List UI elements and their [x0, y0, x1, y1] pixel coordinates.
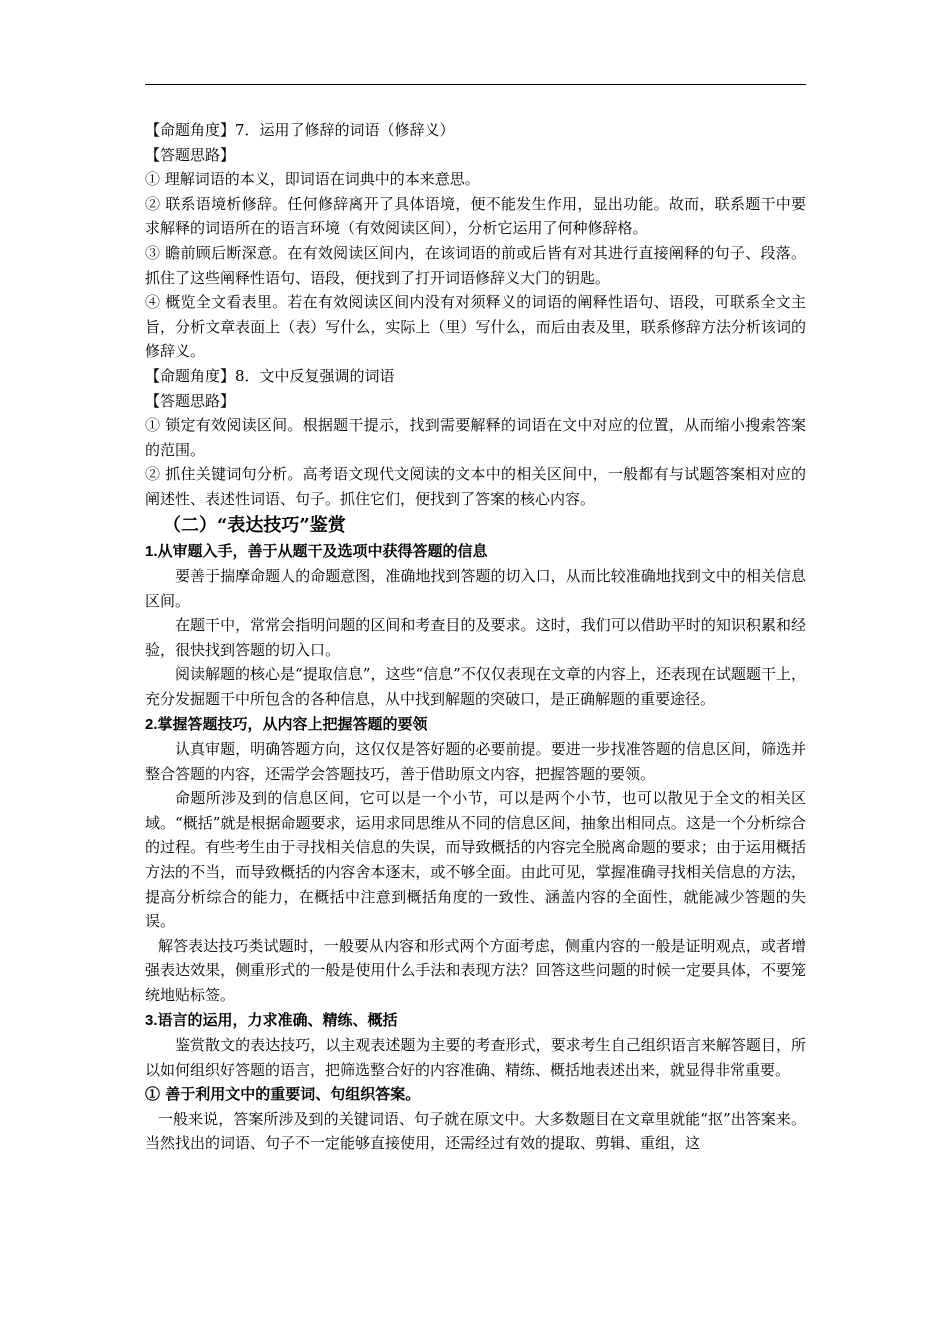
subheading-2-number: 2.	[145, 715, 158, 733]
paragraph: 在题干中，常常会指明问题的区间和考查目的及要求。这时，我们可以借助平时的知识积累和经验，很快找到答题的切入口。	[145, 616, 806, 659]
approach-item-4: ④ 概览全文看表里。若在有效阅读区间内没有对须释义的词语的阐释性语句、语段，可联系全文主旨，分析文章表面上（表）写什么，实际上（里）写什么，而后由表及里，联系修辞方法分析该词的修辞义。	[145, 293, 806, 361]
subheading-2-text: 掌握答题技巧，从内容上把握答题的要领	[157, 714, 428, 733]
answer-approach-label-2: 【答题思路】	[145, 391, 236, 410]
subheading-1-text: 从审题入手，善于从题干及选项中获得答题的信息	[157, 541, 488, 560]
subheading-3-1: ① 善于利用文中的重要词、句组织答案。	[145, 1085, 421, 1104]
paragraph: 认真审题，明确答题方向，这仅仅是答好题的必要前提。要进一步找准答题的信息区间，筛选并整合答题的内容，还需学会答题技巧，善于借助原文内容，把握答题的要领。	[145, 740, 806, 783]
section-title: （二）“表达技巧”鉴赏	[163, 514, 346, 536]
approach-item-3: ③ 瞻前顾后断深意。在有效阅读区间内，在该词语的前或后皆有对其进行直接阐释的句子、段落。抓住了这些阐释性语句、语段，便找到了打开词语修辞义大门的钥匙。	[145, 243, 806, 287]
answer-approach-label: 【答题思路】	[145, 145, 236, 164]
paragraph: 一般来说，答案所涉及到的关键词语、句子就在原文中。大多数题目在文章里就能“抠”出答案来。当然找出的词语、句子不一定能够直接使用，还需经过有效的提取、剪辑、重组，这	[145, 1109, 806, 1153]
approach-item-5: ① 锁定有效阅读区间。根据题干提示，找到需要解释的词语在文中对应的位置，从而缩小搜索答案的范围。	[145, 416, 806, 459]
paragraph: 鉴赏散文的表达技巧，以主观表述题为主要的考查形式，要求考生自己组织语言来解答题目，所以如何组织好答题的语言，把筛选整合好的内容准确、精练、概括地表述出来，就显得非常重要。	[145, 1036, 806, 1079]
question-angle-8: 【命题角度】8．文中反复强调的词语	[145, 366, 395, 385]
approach-item-6: ② 抓住关键词句分析。高考语文现代文阅读的文本中的相关区间中，一般都有与试题答案相对应的阐述性、表述性词语、句子。抓住它们，便找到了答案的核心内容。	[145, 465, 806, 508]
subheading-2	[145, 712, 806, 738]
paragraph: 命题所涉及到的信息区间，它可以是一个小节，可以是两个小节，也可以散见于全文的相关区域。“概括”就是根据命题要求，运用求同思维从不同的信息区间，抽象出相同点。这是一个分析综合的过程。有些考生由于寻找相关信息的失误，而导致概括的内容完全脱离命题的要求；由于运用概括方法的不当，而导致概括的内容舍本逐末，或不够全面。由此可见，掌握准确寻找相关信息的方法，提高分析综合的能力，在概括中注意到概括角度的一致性、涵盖内容的全面性，就能减少答题的失误。	[145, 789, 806, 931]
header-rule	[145, 84, 806, 85]
subheading-3	[145, 1008, 806, 1034]
paragraph: 阅读解题的核心是“提取信息”，这些“信息”不仅仅表现在文章的内容上，还表现在试题题干上，充分发掘题干中所包含的各种信息，从中找到解题的突破口，是正确解题的重要途径。	[145, 665, 806, 708]
subheading-3-text: 语言的运用，力求准确、精练、概括	[157, 1010, 398, 1029]
question-angle-7: 【命题角度】7．运用了修辞的词语（修辞义）	[145, 121, 455, 139]
approach-item-1: ① 理解词语的本义，即词语在词典中的本来意思。	[145, 170, 480, 189]
paragraph: 解答表达技巧类试题时，一般要从内容和形式两个方面考虑，侧重内容的一般是证明观点，或者增强表达效果，侧重形式的一般是使用什么手法和表现方法？回答这些问题的时候一定要具体，不要笼统地贴标签。	[145, 936, 806, 1004]
subheading-3-number: 3.	[145, 1011, 158, 1029]
subheading-1	[145, 539, 806, 565]
approach-item-2: ② 联系语境析修辞。任何修辞离开了具体语境，便不能发生作用，显出功能。故而，联系题干中要求解释的词语所在的语言环境（有效阅读区间），分析它运用了何种修辞格。	[145, 194, 806, 238]
subheading-1-number: 1.	[145, 542, 158, 560]
document-body	[145, 118, 806, 1156]
paragraph: 要善于揣摩命题人的命题意图，准确地找到答题的切入口，从而比较准确地找到文中的相关信息区间。	[145, 567, 806, 610]
